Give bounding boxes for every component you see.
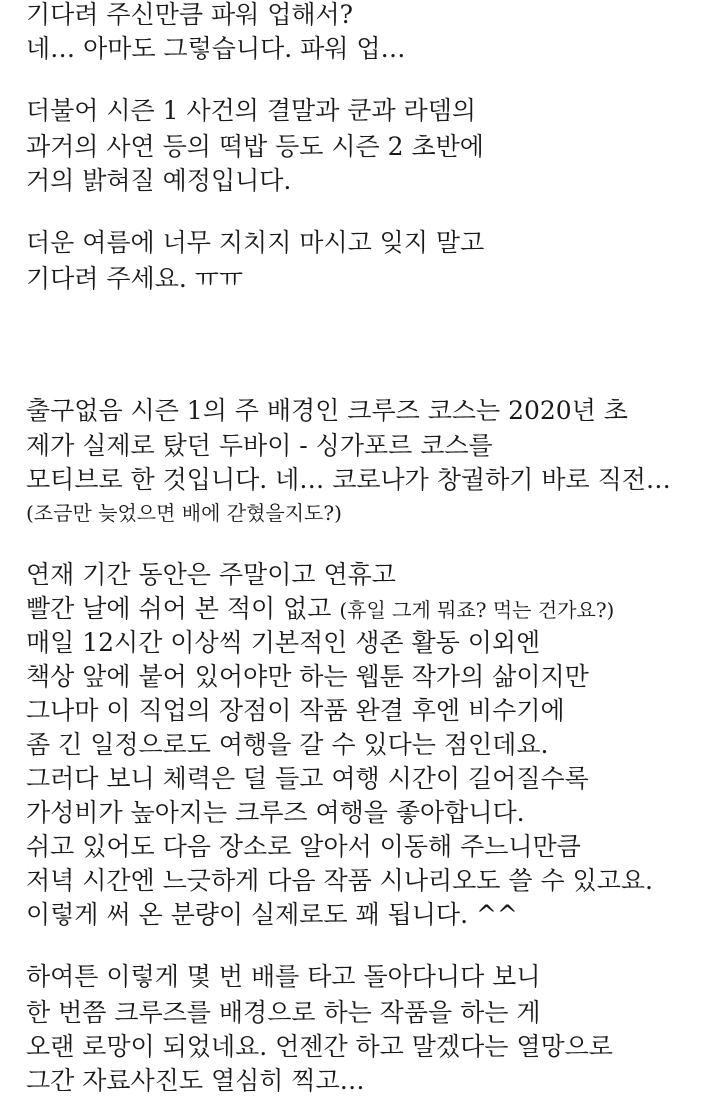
text-line: 이렇게 써 온 분량이 실제로도 꽤 됩니다. ^^ [26, 900, 518, 929]
text-line: 기다려 주신만큼 파워 업해서? [26, 0, 354, 29]
text-line-aside: (조금만 늦었으면 배에 갇혔을지도?) [26, 501, 342, 525]
text-line: 그나마 이 직업의 장점이 작품 완결 후엔 비수기에 [26, 696, 565, 725]
text-line: 더운 여름에 너무 지치지 마시고 잊지 말고 [26, 228, 485, 257]
text-line: 연재 기간 동안은 주말이고 연휴고 [26, 560, 396, 589]
text-line: 한 번쯤 크루즈를 배경으로 하는 작품을 하는 게 [26, 998, 541, 1027]
text-line: 책상 앞에 붙어 있어야만 하는 웹툰 작가의 삶이지만 [26, 662, 589, 691]
text-line: 쉬고 있어도 다음 장소로 알아서 이동해 주느니만큼 [26, 832, 581, 861]
text-line: 더불어 시즌 1 사건의 결말과 쿤과 라뎀의 [26, 96, 476, 125]
text-line: 출구없음 시즌 1의 주 배경인 크루즈 코스는 2020년 초 [26, 396, 628, 425]
text-line: 과거의 사연 등의 떡밥 등도 시즌 2 초반에 [26, 132, 484, 161]
text-line: 제가 실제로 탔던 두바이 - 싱가포르 코스를 [26, 431, 493, 460]
text-line [26, 592, 614, 627]
text-aside: (휴일 그게 뭐죠? 먹는 건가요?) [339, 598, 615, 622]
text-line: 모티브로 한 것입니다. 네… 코로나가 창궐하기 바로 직전… [26, 465, 671, 494]
text-line: 거의 밝혀질 예정입니다. [26, 166, 292, 195]
text-line: 하여튼 이렇게 몇 번 배를 타고 돌아다니다 보니 [26, 962, 541, 991]
text-line: 매일 12시간 이상씩 기본적인 생존 활동 이외엔 [26, 628, 541, 657]
text-line: 오랜 로망이 되었네요. 언젠간 하고 말겠다는 열망으로 [26, 1032, 613, 1061]
text-line: 기다려 주세요. ㅠㅠ [26, 264, 244, 293]
text-line: 가성비가 높아지는 크루즈 여행을 좋아합니다. [26, 798, 525, 827]
text-line: 좀 긴 일정으로도 여행을 갈 수 있다는 점인데요. [26, 730, 549, 759]
text-segment: 빨간 날에 쉬어 본 적이 없고 [26, 594, 332, 623]
text-line: 그러다 보니 체력은 덜 들고 여행 시간이 길어질수록 [26, 764, 589, 793]
text-line: 그간 자료사진도 열심히 찍고… [26, 1066, 365, 1095]
text-line: 네… 아마도 그렇습니다. 파워 업… [26, 34, 406, 63]
text-line: 저녁 시간엔 느긋하게 다음 작품 시나리오도 쓸 수 있고요. [26, 866, 653, 895]
